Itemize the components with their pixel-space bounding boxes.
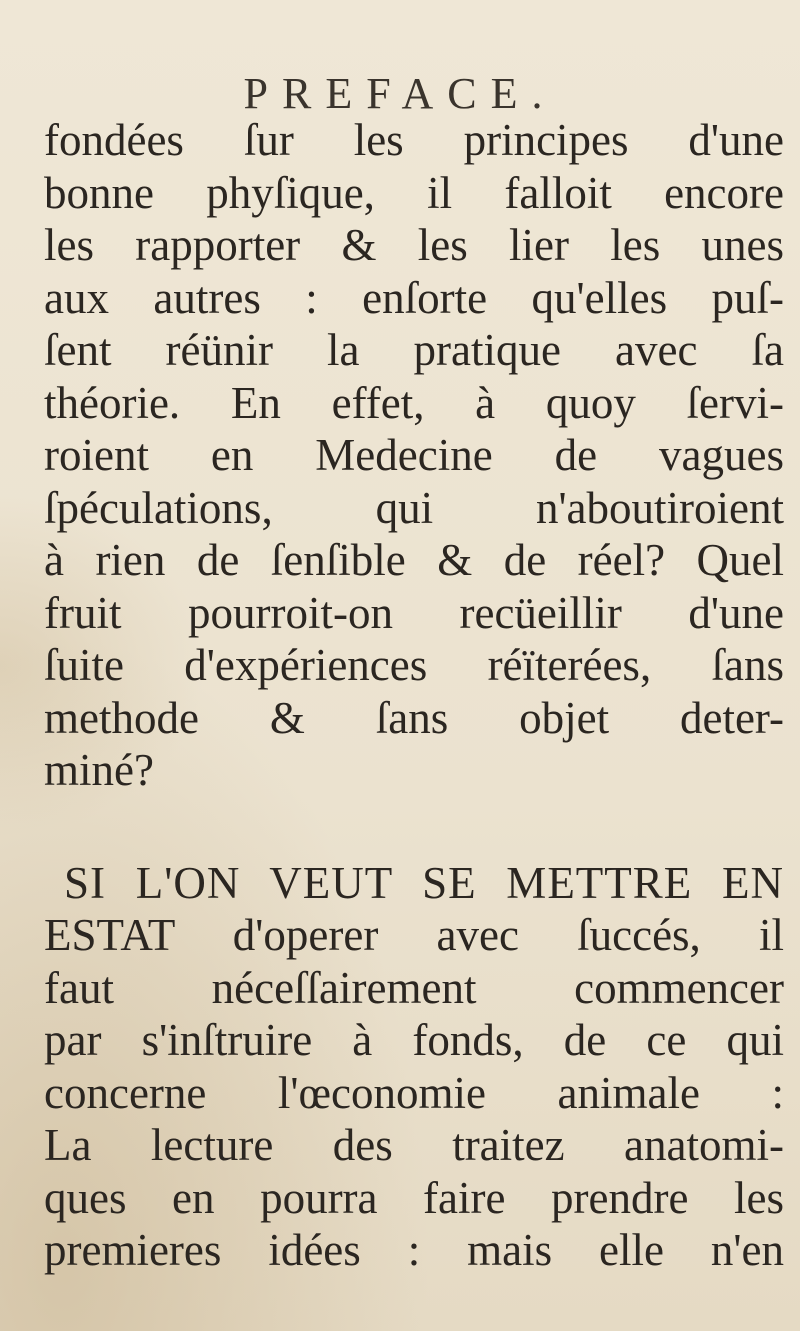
text-line: à rien de ſenſible & de réel? Quel	[44, 535, 784, 585]
text-line: ſuite d'expériences réïterées, ſans	[44, 640, 784, 690]
paragraph-gap	[44, 797, 784, 857]
text-line: roient en Medecine de vagues	[44, 430, 784, 480]
text-line: concerne l'œconomie animale :	[44, 1067, 784, 1118]
text-line: miné?	[44, 745, 154, 795]
running-head: PREFACE.	[243, 69, 557, 118]
text-line: théorie. En effet, à quoy ſervi-	[44, 377, 784, 428]
text-line: premieres idées : mais elle n'en	[44, 1225, 784, 1275]
text-line: ſent réünir la pratique avec ſa	[44, 325, 784, 375]
text-line: ſpéculations, qui n'aboutiroient	[44, 482, 784, 533]
text-line: par s'inſtruire à fonds, de ce qui	[44, 1015, 784, 1065]
text-line: fruit pourroit-on recüeillir d'une	[44, 587, 784, 638]
text-line: methode & ſans objet deter-	[44, 692, 784, 743]
text-line: bonne phyſique, il falloit encore	[44, 167, 784, 218]
text-line: ESTAT d'operer avec ſuccés, il	[44, 910, 784, 960]
text-line: ques en pourra faire prendre les	[44, 1172, 784, 1223]
text-line: faut néceſſairement commencer	[44, 962, 784, 1013]
text-line: La lecture des traitez anatomi-	[44, 1120, 784, 1170]
body-text	[44, 114, 784, 1277]
text-line: aux autres : enſorte qu'elles puſ-	[44, 272, 784, 323]
text-line: SI L'ON VEUT SE METTRE EN	[64, 857, 784, 908]
text-line: fondées ſur les principes d'une	[44, 115, 784, 165]
text-line: les rapporter & les lier les unes	[44, 220, 784, 270]
